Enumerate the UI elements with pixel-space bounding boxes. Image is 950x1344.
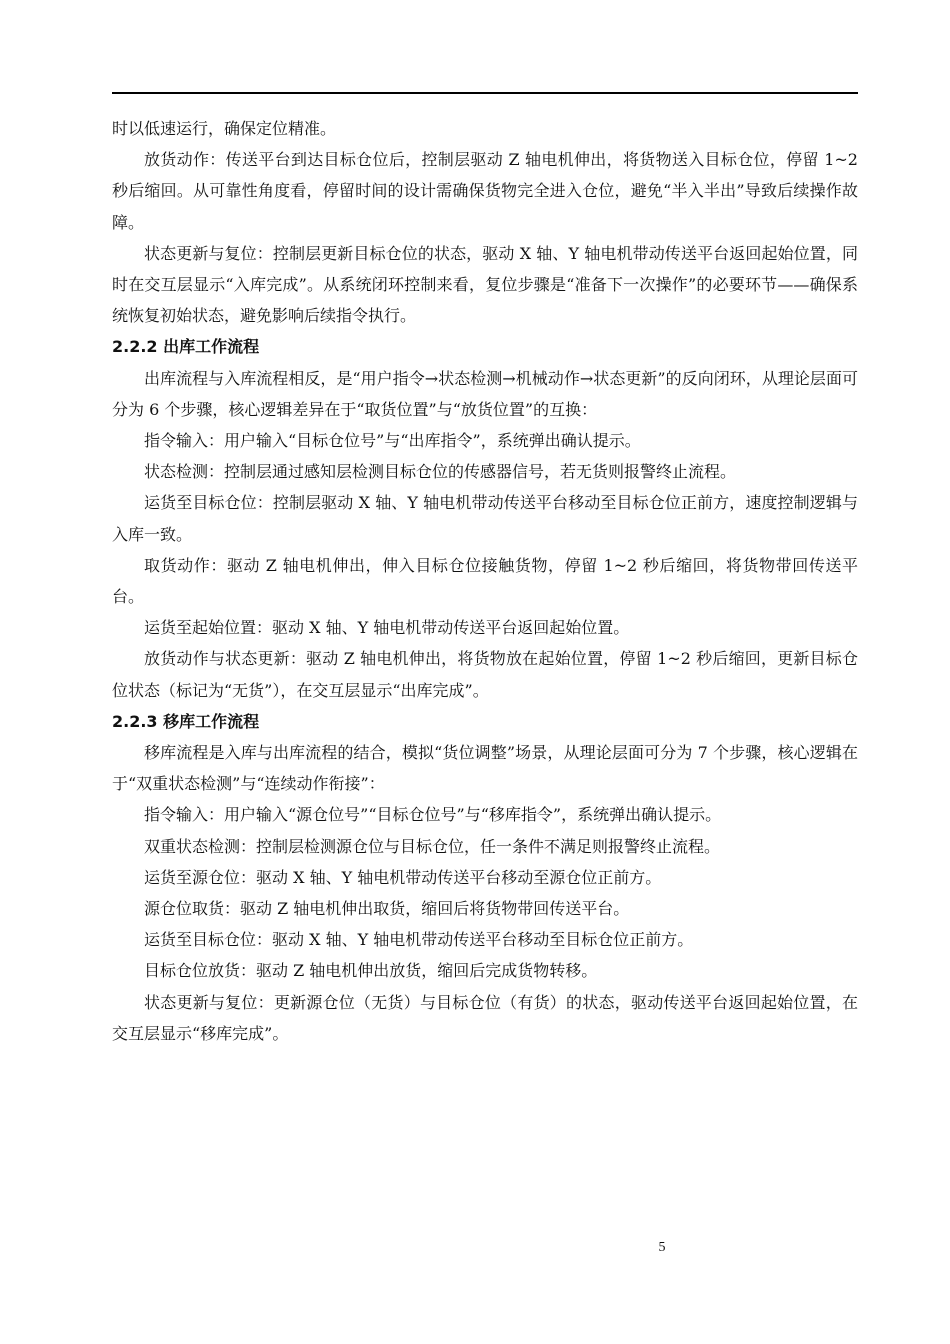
paragraph: 移库流程是入库与出库流程的结合，模拟“货位调整”场景，从理论层面可分为 7 个步骤，核心逻辑在于“双重状态检测”与“连续动作衔接”：	[112, 743, 858, 794]
paragraph: 指令输入：用户输入“源仓位号”“目标仓位号”与“移库指令”，系统弹出确认提示。	[144, 805, 722, 825]
paragraph: 双重状态检测：控制层检测源仓位与目标仓位，任一条件不满足则报警终止流程。	[144, 836, 721, 856]
paragraph: 源仓位取货：驱动 Z 轴电机伸出取货，缩回后将货物带回传送平台。	[144, 899, 630, 919]
section-heading-2-2-2: 2.2.2 出库工作流程	[112, 337, 260, 357]
paragraph: 目标仓位放货：驱动 Z 轴电机伸出放货，缩回后完成货物转移。	[144, 961, 598, 981]
paragraph: 放货动作与状态更新：驱动 Z 轴电机伸出，将货物放在起始位置，停留 1~2 秒后缩回，更新目标仓位状态（标记为“无货”），在交互层显示“出库完成”。	[112, 649, 858, 700]
page-number: 5	[658, 1240, 666, 1255]
paragraph: 运货至起始位置：驱动 X 轴、Y 轴电机带动传送平台返回起始位置。	[144, 618, 630, 638]
paragraph: 时以低速运行，确保定位精准。	[112, 119, 337, 138]
document-body	[112, 113, 858, 1049]
header-rule	[112, 92, 858, 94]
paragraph: 运货至目标仓位：控制层驱动 X 轴、Y 轴电机带动传送平台移动至目标仓位正前方，速度控制逻辑与入库一致。	[112, 493, 858, 544]
paragraph: 运货至目标仓位：驱动 X 轴、Y 轴电机带动传送平台移动至目标仓位正前方。	[144, 930, 694, 950]
paragraph: 状态更新与复位：更新源仓位（无货）与目标仓位（有货）的状态，驱动传送平台返回起始位置，在交互层显示“移库完成”。	[112, 992, 858, 1043]
paragraph: 取货动作：驱动 Z 轴电机伸出，伸入目标仓位接触货物，停留 1~2 秒后缩回，将货物带回传送平台。	[112, 555, 858, 607]
paragraph: 状态检测：控制层通过感知层检测目标仓位的传感器信号，若无货则报警终止流程。	[144, 462, 737, 482]
paragraph: 指令输入：用户输入“目标仓位号”与“出库指令”，系统弹出确认提示。	[144, 431, 641, 451]
paragraph: 状态更新与复位：控制层更新目标仓位的状态，驱动 X 轴、Y 轴电机带动传送平台返回起始位置，同时在交互层显示“入库完成”。从系统闭环控制来看，复位步骤是“准备下一次操作”的必要环节——确保系统恢复初始状态，避免影响后续指令执行。	[112, 243, 858, 326]
section-heading-2-2-3: 2.2.3 移库工作流程	[112, 711, 260, 731]
paragraph: 运货至源仓位：驱动 X 轴、Y 轴电机带动传送平台移动至源仓位正前方。	[144, 867, 662, 887]
paragraph: 放货动作：传送平台到达目标仓位后，控制层驱动 Z 轴电机伸出，将货物送入目标仓位，停留 1~2 秒后缩回。从可靠性角度看，停留时间的设计需确保货物完全进入仓位，避免“半入半出”导致后续操作故障。	[112, 150, 858, 232]
paragraph: 出库流程与入库流程相反，是“用户指令→状态检测→机械动作→状态更新”的反向闭环，从理论层面可分为 6 个步骤，核心逻辑差异在于“取货位置”与“放货位置”的互换：	[112, 368, 858, 419]
